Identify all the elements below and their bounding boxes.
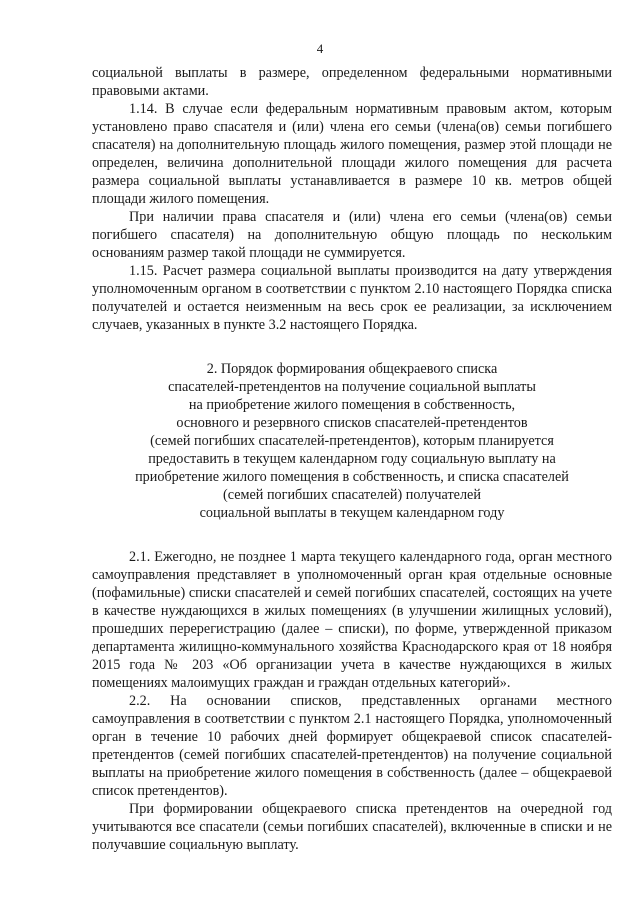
paragraph-additional-area: При наличии права спасателя и (или) члена его семьи (члена(ов) семьи погибшего спасателя) на дополнительную общую площадь по нескольким основаниям размер такой площади не суммируется. <box>92 209 612 261</box>
heading-line: на приобретение жилого помещения в собственность, <box>188 397 516 413</box>
paragraph-general-list: При формировании общекраевого списка претендентов на очередной год учитываются все спасатели (семьи погибших спасателей), включенные в списки и не получавшие социальную выплату. <box>92 801 612 853</box>
heading-line: (семей погибших спасателей) получателей <box>223 487 481 503</box>
heading-line: предоставить в текущем календарном году социальную выплату на <box>148 451 556 467</box>
paragraph-1-15: 1.15. Расчет размера социальной выплаты производится на дату утверждения уполномоченным органом в соответствии с пунктом 2.10 настоящего Порядка списка получателей и остается неизменным на весь срок ее реализации, за исключением случаев, указанных в пункте 3.2 настоящего Порядка. <box>92 263 612 333</box>
paragraph-2-2: 2.2. На основании списков, представленных органами местного самоуправления в соответствии с пунктом 2.1 настоящего Порядка, уполномоченный орган в течение 10 рабочих дней формирует общекраевой список спасателей-претендентов (семей погибших спасателей-претендентов) на получение социальной выплаты на приобретение жилого помещения в собственность (далее – общекраевой список претендентов). <box>92 693 612 799</box>
page-number: 4 <box>316 41 324 56</box>
heading-line: социальной выплаты в текущем календарном году <box>199 505 505 521</box>
heading-line: основного и резервного списков спасателей-претендентов <box>176 415 528 431</box>
heading-line: спасателей-претендентов на получение социальной выплаты <box>168 379 536 395</box>
paragraph-1-14: 1.14. В случае если федеральным нормативным правовым актом, которым установлено право спасателя и (или) члена его семьи (члена(ов) семьи погибшего спасателя) на дополнительную площадь жилого помещения, размер этой площади не определен, величина дополнительной площади жилого помещения для расчета размера социальной выплаты устанавливается в размере 10 кв. метров общей площади жилого помещения. <box>92 101 612 207</box>
heading-line: (семей погибших спасателей-претендентов), которым планируется <box>150 433 554 449</box>
paragraph-continuation: социальной выплаты в размере, определенном федеральными нормативными правовыми актами. <box>92 65 612 99</box>
document-body <box>92 64 612 854</box>
section-heading <box>92 360 612 522</box>
heading-line: 2. Порядок формирования общекраевого списка <box>206 361 498 377</box>
paragraph-2-1: 2.1. Ежегодно, не позднее 1 марта текущего календарного года, орган местного самоуправления представляет в уполномоченный орган края отдельные основные (пофамильные) списки спасателей и семей погибших спасателей, состоящих на учете в качестве нуждающихся в жилых помещениях (в улучшении жилищных условий), прошедших перерегистрацию (далее – списки), по форме, утвержденной приказом департамента жилищно-коммунального хозяйства Краснодарского края от 18 ноября 2015 года № 203 «Об организации учета в качестве нуждающихся в жилых помещениях малоимущих граждан и граждан отдельных категорий». <box>92 549 612 691</box>
heading-line: приобретение жилого помещения в собственность, и списка спасателей <box>135 469 569 485</box>
